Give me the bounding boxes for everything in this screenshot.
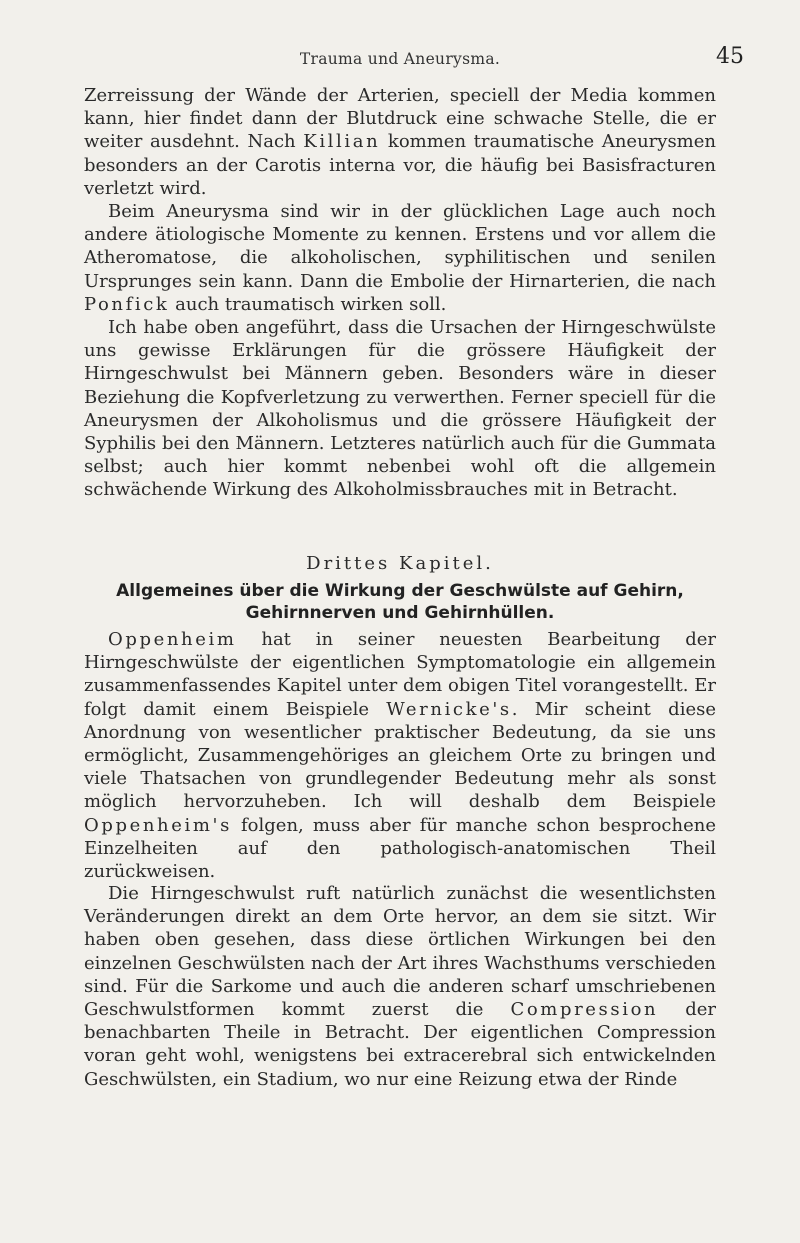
running-title: Trauma und Aneurysma. [299,50,501,68]
chapter-label: Drittes Kapitel. [306,553,494,574]
text-block-bottom [84,882,716,1091]
author-name-ponfick: Ponfick [84,293,170,315]
paragraph-3: Ich habe oben angeführt, dass die Ursachen der Hirngeschwülste uns gewisse Erklärungen für die grössere Häufigkeit der Hirngeschwulst bei Männern geben. Besonders wäre in dieser Beziehung die Kopfverletzung zu verwerthen. Ferner speciell für die Aneurysmen der Alkoholismus und die grössere Häufigkeit der Syphilis bei den Männern. Letzteres natürlich auch für die Gummata selbst; auch hier kommt nebenbei wohl oft die allgemein schwächende Wirkung des Alkoholmissbrauches mit in Betracht. [84,317,716,501]
paragraph-5: Die Hirngeschwulst ruft natürlich zunächst die wesentlichsten Veränderungen direkt an dem Orte hervor, an dem sie sitzt. Wir haben oben gesehen, dass diese örtlichen Wirkungen bei den einzelnen Geschwülsten nach der Art ihres Wachsthums verschieden sind. Für die Sarkome und auch die anderen scharf umschriebenen Geschwulstformen kommt zuerst die Compression der benachbarten Theile in Betracht. Der eigentlichen Compression voran geht wohl, wenigstens bei extracerebral sich entwickelnden Geschwülsten, ein Stadium, wo nur eine Reizung etwa der Rinde [84,883,716,1090]
author-name-wernicke: Wernicke's [386,698,512,720]
text-block-chapter [84,628,716,883]
chapter-title: Allgemeines über die Wirkung der Geschwülste auf Gehirn, Gehirnnerven und Gehirnhüllen. [116,581,684,623]
term-compression: Compression [510,999,659,1021]
author-name-oppenheim: Oppenheim [108,629,237,650]
author-name-killian: Killian [303,131,381,153]
author-name-oppenheim-2: Oppenheim's [84,814,232,836]
paragraph-1: Zerreissung der Wände der Arterien, speciell der Media kommen kann, hier findet dann der Blutdruck eine schwache Stelle, die er weiter ausdehnt. Nach Killian kommen traumatische Aneurysmen besonders an der Carotis interna vor, die häufig bei Basisfracturen verletzt wird. [84,85,716,199]
paragraph-2: Beim Aneurysma sind wir in der glücklichen Lage auch noch andere ätiologische Momente zu kennen. Erstens und vor allem die Atheromatose, die alkoholischen, syphilitischen und senilen Ursprunges sein kann. Dann die Embolie der Hirnarterien, die nach Ponfick auch traumatisch wirken soll. [84,201,716,315]
paragraph-4: Oppenheim hat in seiner neuesten Bearbeitung der Hirngeschwülste der eigentlichen Symptomatologie ein allgemein zusammenfassendes Kapitel unter dem obigen Titel vorangestellt. Er folgt damit einem Beispiele Wernicke's. Mir scheint diese Anordnung von wesentlicher praktischer Bedeutung, da sie uns ermöglicht, Zusammengehöriges an gleichem Orte zu bringen und viele Thatsachen von grundlegender Bedeutung mehr als sonst möglich hervorzuheben. Ich will deshalb dem Beispiele Oppenheim's folgen, muss aber für manche schon besprochene Einzelheiten auf den pathologisch-anatomischen Theil zurückweisen. [84,629,716,883]
text-block-top [84,84,716,502]
page-number: 45 [716,44,744,69]
